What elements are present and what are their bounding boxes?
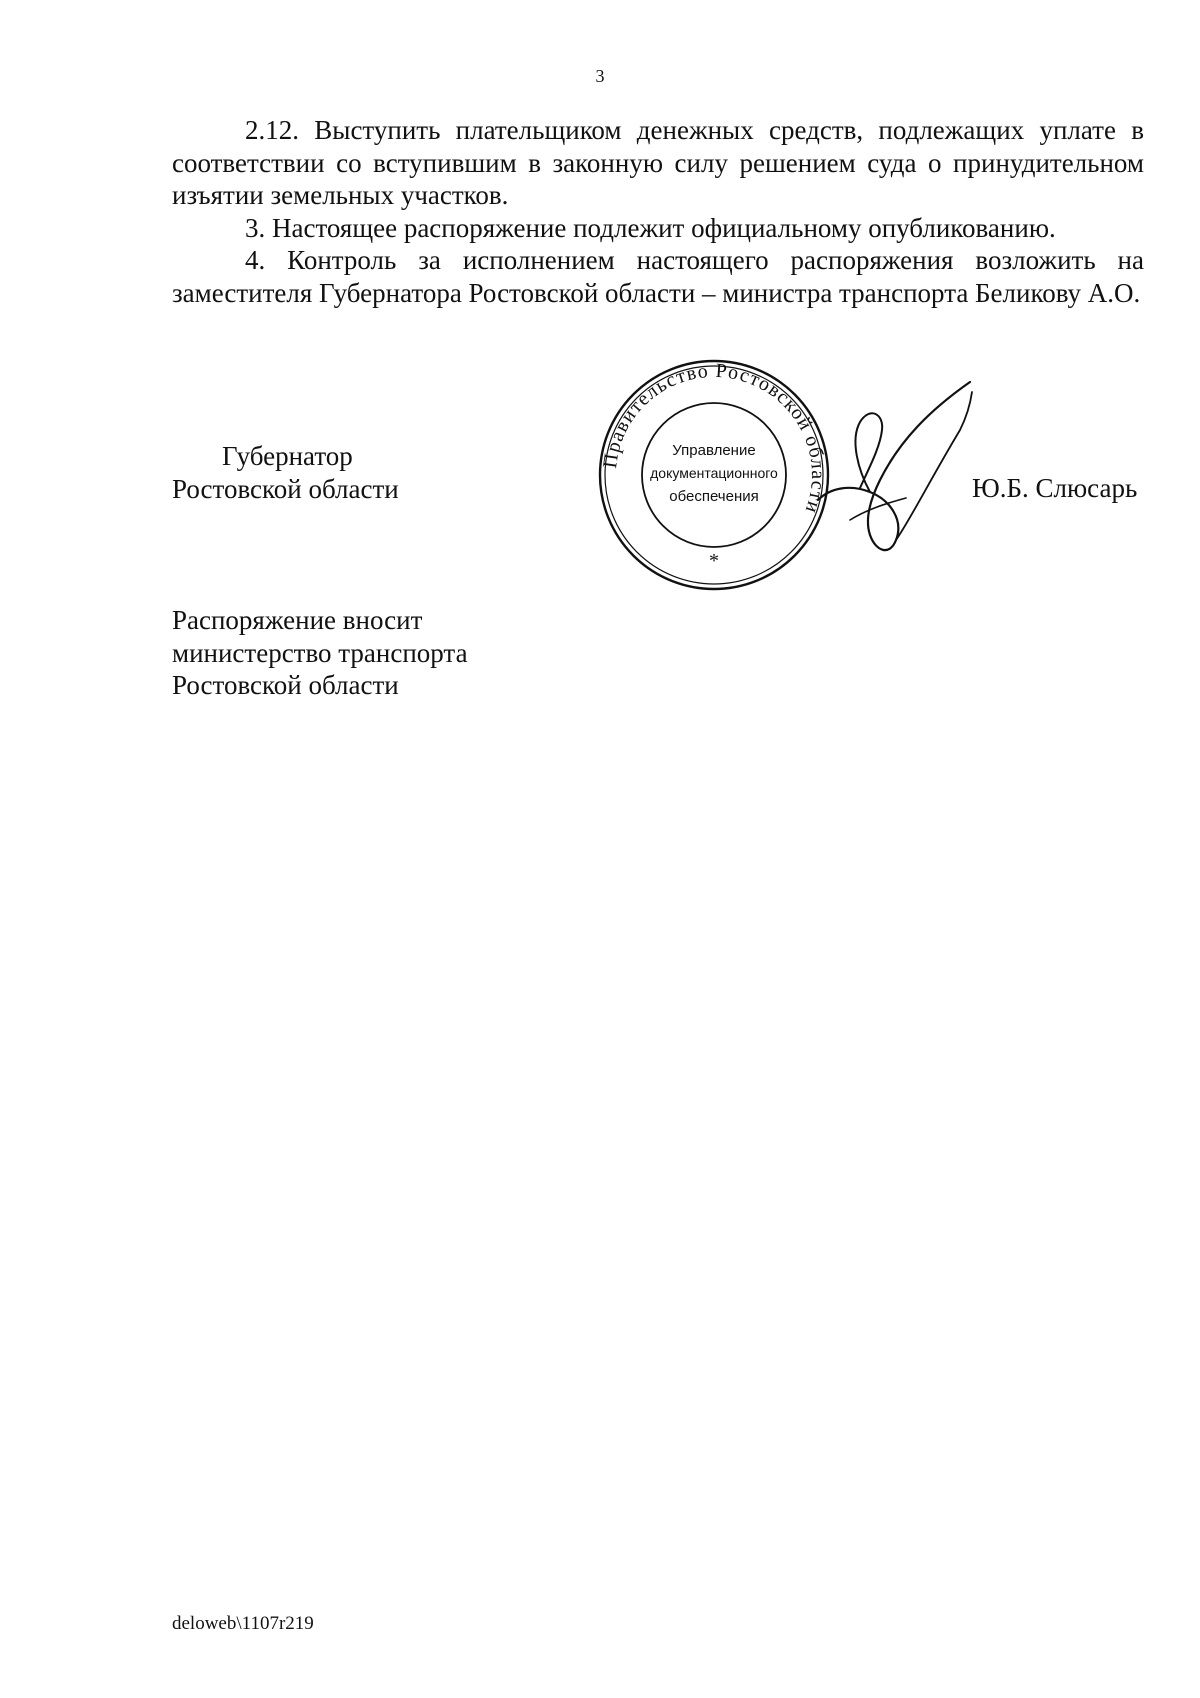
paragraph-4: 4. Контроль за исполнением настоящего распоряжения возложить на заместителя Губернатора Ростовской области – министра транспорта Беликову А.О.: [172, 245, 1144, 308]
page-number: 3: [595, 66, 605, 86]
stamp-center-line1: Управление: [672, 442, 756, 459]
stamp-star: *: [709, 550, 719, 572]
introduced-by-line1: Распоряжение вносит: [172, 605, 423, 635]
paragraph-2-12: 2.12. Выступить плательщиком денежных средств, подлежащих уплате в соответствии со вступившим в законную силу решением суда о принудительном изъятии земельных участков.: [172, 115, 1144, 210]
stamp-center-line3: обеспечения: [669, 488, 759, 505]
signer-name: Ю.Б. Слюсарь: [972, 473, 1138, 503]
stamp-ring-text: Правительство Ростовской области: [599, 359, 830, 517]
body-text: [172, 114, 1144, 309]
governor-title-line2: Ростовской области: [172, 473, 399, 504]
official-stamp: [598, 359, 830, 591]
handwritten-signature: [810, 370, 980, 570]
introduced-by-line3: Ростовской области: [172, 670, 399, 700]
paragraph-3: 3. Настоящее распоряжение подлежит официальному опубликованию.: [245, 212, 1056, 243]
document-code: deloweb\1107r219: [172, 1613, 314, 1634]
introduced-by: [172, 604, 468, 702]
stamp-center-line2: документационного: [650, 465, 778, 481]
governor-title: [172, 440, 399, 505]
introduced-by-line2: министерство транспорта: [172, 637, 468, 668]
governor-title-line1: Губернатор: [222, 441, 353, 471]
